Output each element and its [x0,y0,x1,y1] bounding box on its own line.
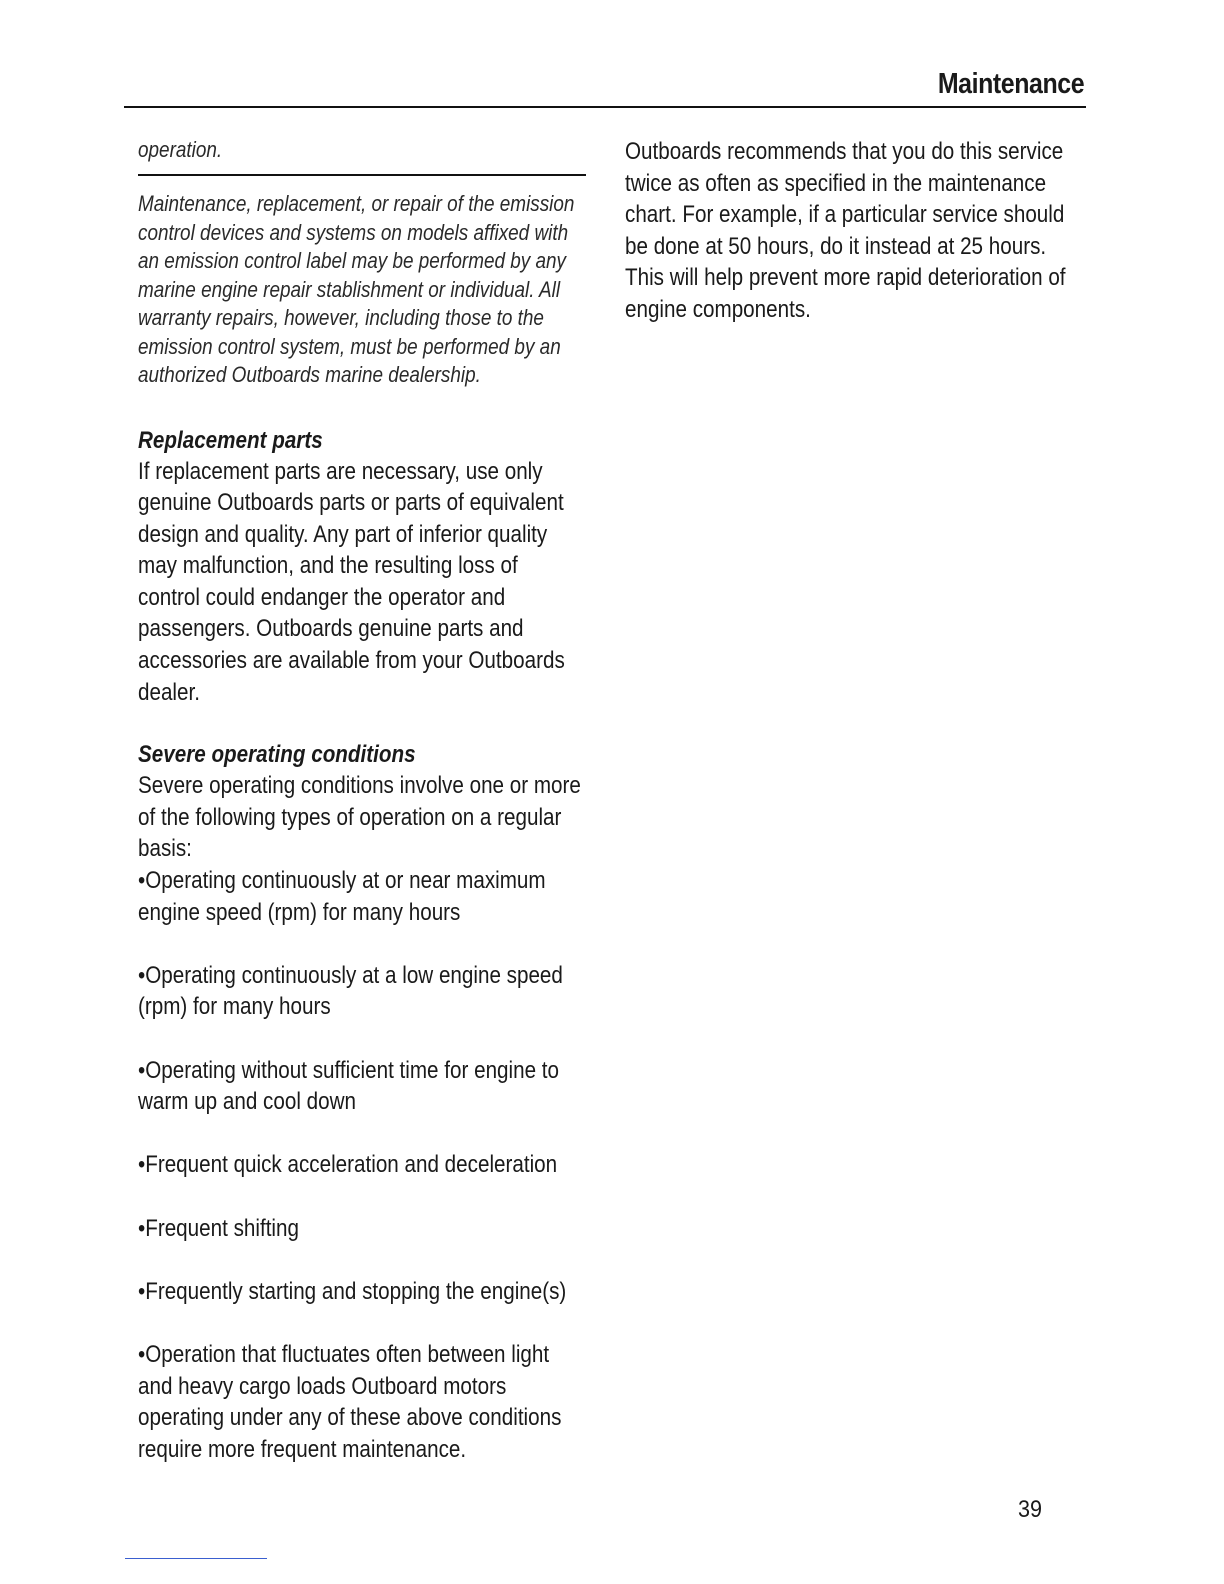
list-item: •Operating continuously at a low engine speed (rpm) for many hours [138,961,563,1021]
service-recommendation-text: Outboards recommends that you do this service twice as often as specified in the maintenance chart. For example, if a particular service should be done at 50 hours, do it instead at 25 hours. This will help prevent more rapid deterioration of engine components. [625,138,1066,323]
emission-note-text: Maintenance, replacement, or repair of the emission control devices and systems on models affixed with an emission control label may be performed by any marine engine repair stablishment or individual. All warranty repairs, however, including those to the emission control system, must be performed by an authorized Outboards marine dealership. [138,191,575,387]
left-column [138,136,586,1465]
list-item: •Frequent quick acceleration and deceleration [138,1151,558,1179]
right-column-content [625,136,1074,326]
footer-link-underline [125,1558,267,1559]
list-item: •Operation that fluctuates often between light and heavy cargo loads Outboard motors operating under any of these above conditions require more frequent maintenance. [138,1340,562,1463]
page-header-title: Maintenance [937,68,1084,100]
list-item: •Frequently starting and stopping the engine(s) [138,1277,567,1305]
note-divider [138,174,586,176]
left-column-content [138,136,585,164]
header-divider [124,106,1086,108]
left-column-body [138,190,585,1465]
severe-conditions-heading: Severe operating conditions [138,741,416,769]
list-item: •Operating without sufficient time for engine to warm up and cool down [138,1056,560,1116]
right-column [625,136,1075,326]
page-number: 39 [1018,1496,1043,1523]
list-item: •Frequent shifting [138,1214,299,1242]
replacement-parts-text: If replacement parts are necessary, use only genuine Outboards parts or parts of equivalent design and quality. Any part of inferior quality may malfunction, and the resulting loss of control could endanger the operator and passengers. Outboards genuine parts and accessories are available from your Outboards dealer. [138,457,565,706]
note-lead-text: operation. [138,137,223,162]
list-item: •Operating continuously at or near maximum engine speed (rpm) for many hours [138,867,546,926]
replacement-parts-heading: Replacement parts [138,426,323,454]
severe-conditions-intro: Severe operating conditions involve one or more of the following types of operation on a regular basis: [138,772,581,863]
severe-conditions-list [138,865,585,1465]
